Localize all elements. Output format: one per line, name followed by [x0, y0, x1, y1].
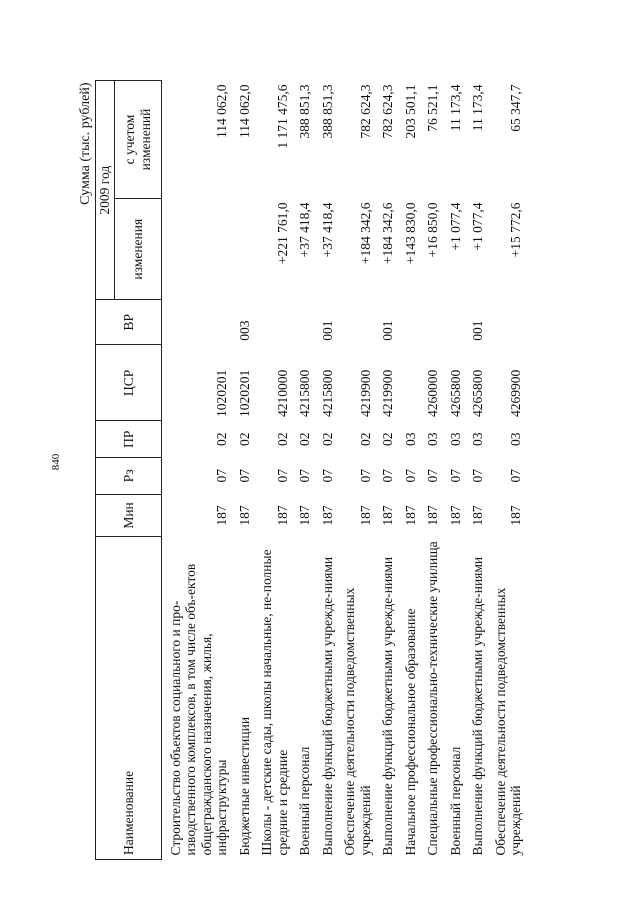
row-pr: 02	[236, 432, 252, 446]
header-row-1	[96, 81, 115, 860]
table-row	[487, 81, 525, 860]
row-changes: +143 830,0	[402, 202, 418, 265]
row-total: 388 851,3	[319, 84, 335, 139]
table-row	[161, 81, 231, 860]
row-name: Специальные профессионально-технические училища	[425, 541, 441, 856]
header-vr: ВР	[96, 300, 162, 345]
row-pr: 03	[447, 432, 463, 446]
row-total: 782 624,3	[357, 84, 373, 139]
row-csr: 4215800	[297, 369, 313, 417]
row-total: 388 851,3	[297, 84, 313, 139]
row-total: 11 173,4	[470, 84, 486, 132]
row-min: 187	[274, 505, 290, 526]
row-min: 187	[214, 505, 230, 526]
row-rz: 07	[447, 469, 463, 483]
row-rz: 07	[214, 469, 230, 483]
table-row	[397, 81, 420, 860]
row-changes: +37 418,4	[319, 202, 335, 258]
row-pr: 02	[274, 432, 290, 446]
row-vr	[397, 300, 420, 345]
row-name: Начальное профессиональное образование	[402, 608, 418, 856]
row-csr: 1020201	[236, 369, 252, 417]
row-total: 11 173,4	[447, 84, 463, 132]
row-vr	[419, 300, 442, 345]
budget-table	[78, 80, 525, 860]
row-total: 76 521,1	[425, 84, 441, 132]
header-csr: ЦСР	[96, 345, 162, 421]
row-min: 187	[319, 505, 335, 526]
row-changes: +1 077,4	[470, 202, 486, 251]
row-pr: 03	[470, 432, 486, 446]
row-vr: 001	[380, 320, 396, 341]
header-with-changes: с учетом изменений	[114, 81, 161, 199]
header-changes: изменения	[114, 199, 161, 300]
row-vr	[161, 300, 231, 345]
table-row	[442, 81, 465, 860]
row-total: 65 347,7	[508, 84, 524, 132]
row-name: Выполнение функций бюджетными учрежде-ниями	[319, 556, 335, 856]
row-rz: 07	[508, 469, 524, 483]
table-row	[231, 81, 254, 860]
row-total: 203 501,1	[402, 84, 418, 139]
row-min: 187	[470, 505, 486, 526]
row-vr	[291, 300, 314, 345]
row-rz: 07	[297, 469, 313, 483]
row-name: Обеспечение деятельности подведомственных учреждений	[342, 587, 373, 856]
row-changes: +37 418,4	[297, 202, 313, 258]
page-number: 840	[50, 453, 62, 471]
row-pr: 03	[425, 432, 441, 446]
row-vr	[336, 300, 374, 345]
header-name: Наименование	[96, 537, 162, 860]
row-name: Школы - детские сады, школы начальные, не-полные средние и средние	[259, 549, 290, 856]
row-rz: 07	[274, 469, 290, 483]
row-min: 187	[236, 505, 252, 526]
row-min: 187	[402, 505, 418, 526]
row-pr: 02	[319, 432, 335, 446]
row-rz: 07	[425, 469, 441, 483]
row-vr	[253, 300, 291, 345]
row-vr: 001	[319, 320, 335, 341]
row-changes: +1 077,4	[447, 202, 463, 251]
row-changes: +16 850,0	[425, 202, 441, 258]
table-row	[464, 81, 487, 860]
row-rz: 07	[470, 469, 486, 483]
row-csr: 4260000	[425, 369, 441, 417]
table-row	[336, 81, 374, 860]
row-changes: +221 761,0	[274, 202, 290, 265]
row-rz: 07	[236, 469, 252, 483]
row-vr	[487, 300, 525, 345]
row-pr: 03	[402, 432, 418, 446]
row-name: Выполнение функций бюджетными учрежде-ниями	[380, 556, 396, 856]
row-rz: 07	[380, 469, 396, 483]
rotated-table-wrapper	[78, 80, 598, 860]
table-body	[161, 81, 525, 860]
row-changes: +15 772,6	[508, 202, 524, 258]
row-changes	[161, 199, 231, 300]
row-min: 187	[425, 505, 441, 526]
row-vr: 001	[470, 320, 486, 341]
row-csr: 4265800	[470, 369, 486, 417]
header-rz: Рз	[96, 457, 162, 494]
row-pr: 02	[380, 432, 396, 446]
row-min: 187	[297, 505, 313, 526]
table-row	[253, 81, 291, 860]
row-pr: 02	[297, 432, 313, 446]
header-year: 2009 год	[96, 81, 115, 300]
row-csr: 4219900	[357, 369, 373, 417]
table-row	[314, 81, 337, 860]
row-csr: 4269900	[508, 369, 524, 417]
caption-row	[78, 81, 96, 860]
row-rz: 07	[357, 469, 373, 483]
row-rz: 07	[319, 469, 335, 483]
row-csr: 4215800	[319, 369, 335, 417]
row-name: Обеспечение деятельности подведомственных учреждений	[492, 587, 524, 856]
row-vr	[442, 300, 465, 345]
row-name: Бюджетные инвестиции	[236, 716, 252, 856]
row-total: 114 062,0	[236, 84, 252, 138]
table-row	[291, 81, 314, 860]
row-changes: +184 342,6	[380, 202, 396, 265]
row-changes: +184 342,6	[357, 202, 373, 265]
row-pr: 02	[214, 432, 230, 446]
row-pr: 02	[357, 432, 373, 446]
row-name: Военный персонал	[447, 746, 463, 856]
row-min: 187	[380, 505, 396, 526]
row-csr	[397, 345, 420, 421]
row-name: Строительство объектов социального и про-изводственного комплексов, в том числе объ-ектов общегражданского назначения, жилья, инфраструктуры	[167, 563, 230, 856]
table-caption: Сумма (тыс. рублей)	[78, 82, 93, 205]
row-csr: 4210000	[274, 369, 290, 417]
table-row	[374, 81, 397, 860]
row-vr: 003	[236, 320, 252, 341]
row-csr: 4265800	[447, 369, 463, 417]
row-pr: 03	[508, 432, 524, 446]
row-csr: 4219900	[380, 369, 396, 417]
header-min: Мин	[96, 494, 162, 537]
header-pr: ПР	[96, 421, 162, 458]
row-csr: 1020201	[214, 369, 230, 417]
row-total: 782 624,3	[380, 84, 396, 139]
row-rz: 07	[402, 469, 418, 483]
row-min: 187	[508, 505, 524, 526]
row-min: 187	[447, 505, 463, 526]
row-total: 1 171 475,6	[274, 84, 290, 149]
row-changes	[231, 199, 254, 300]
row-name: Выполнение функций бюджетными учрежде-ниями	[470, 556, 486, 856]
table-row	[419, 81, 442, 860]
row-total: 114 062,0	[214, 84, 230, 138]
row-name: Военный персонал	[297, 746, 313, 856]
row-min: 187	[357, 505, 373, 526]
